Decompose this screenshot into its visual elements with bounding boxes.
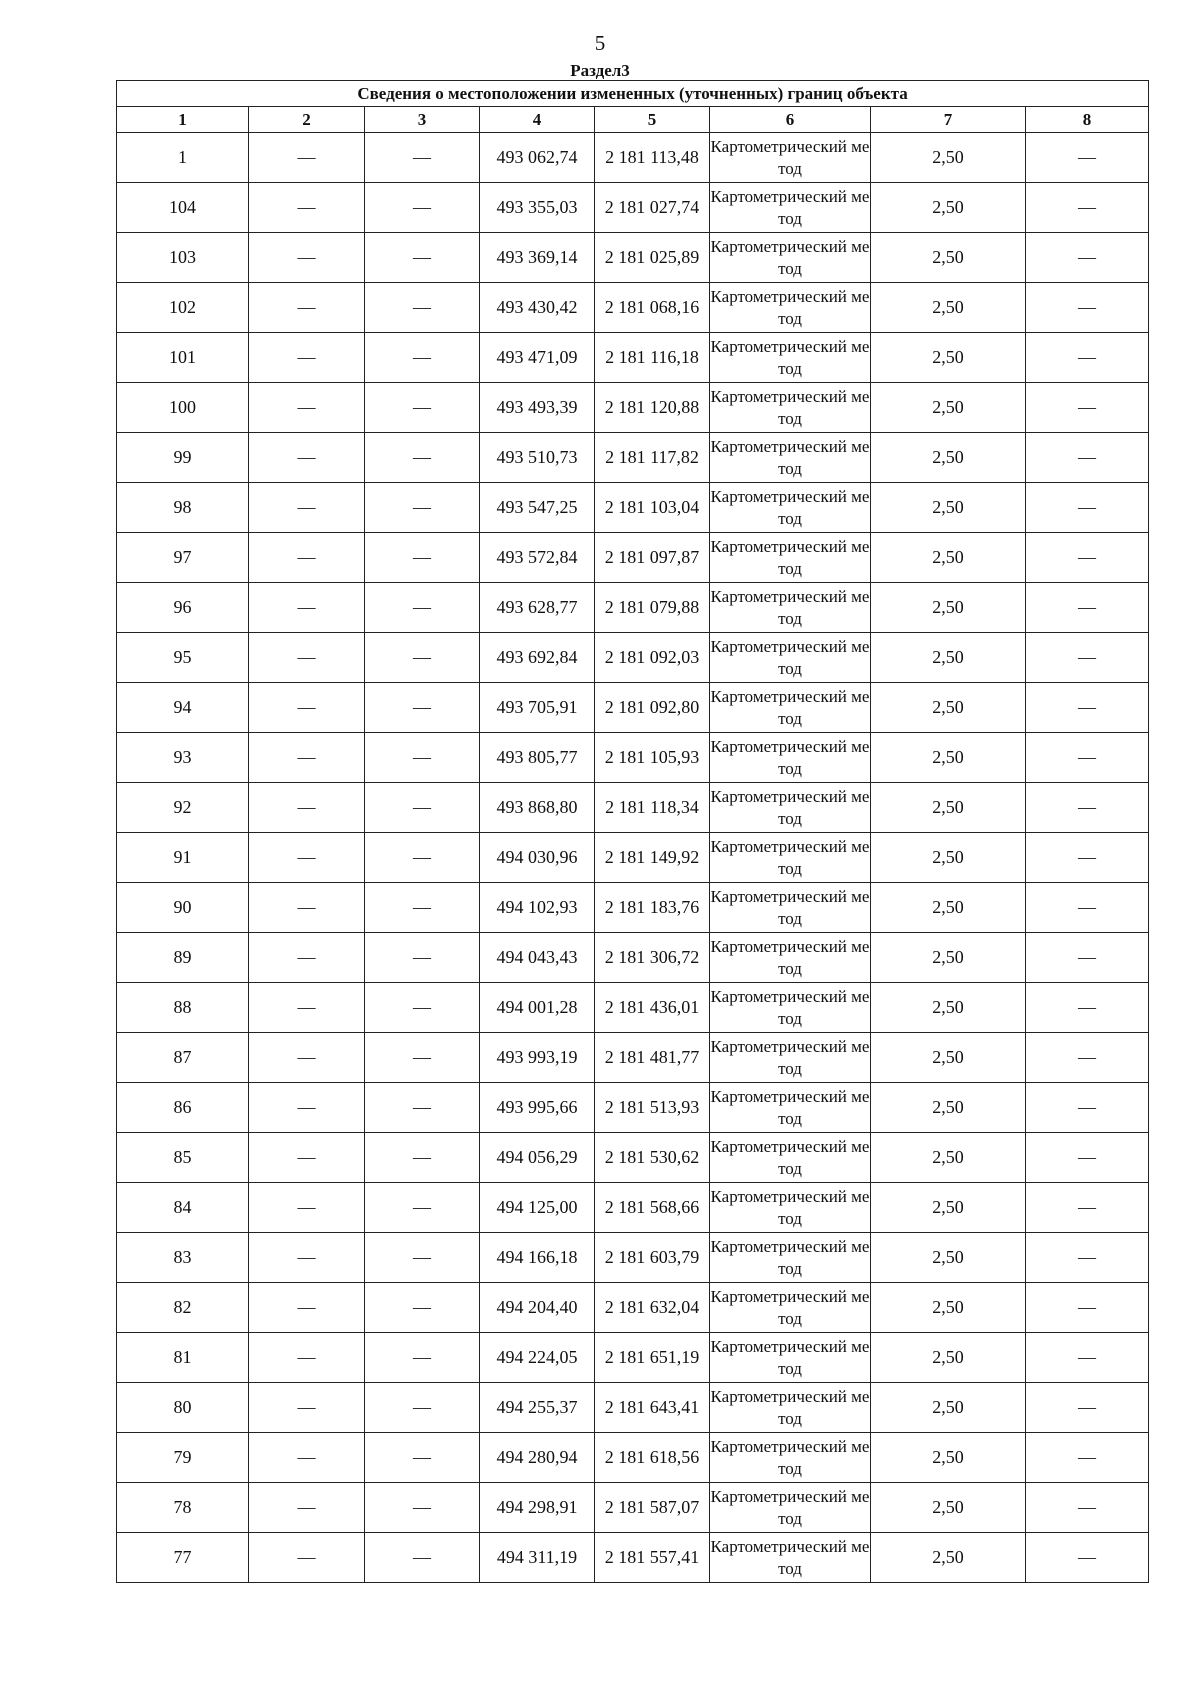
method-cell: Картометрический метод (710, 333, 871, 383)
coordinate-y-cell: 2 181 027,74 (595, 183, 710, 233)
empty-dash-cell: — (249, 483, 365, 533)
coordinate-y-cell: 2 181 557,41 (595, 1533, 710, 1583)
coordinate-y-cell: 2 181 568,66 (595, 1183, 710, 1233)
method-cell: Картометрический метод (710, 933, 871, 983)
accuracy-cell: 2,50 (871, 1083, 1026, 1133)
accuracy-cell: 2,50 (871, 433, 1026, 483)
coordinate-y-cell: 2 181 603,79 (595, 1233, 710, 1283)
empty-dash-cell: — (365, 983, 480, 1033)
table-row (117, 383, 1149, 433)
coordinate-x-cell: 494 030,96 (480, 833, 595, 883)
coordinate-x-cell: 493 692,84 (480, 633, 595, 683)
empty-dash-cell: — (1026, 733, 1149, 783)
table-row (117, 1533, 1149, 1583)
coordinate-x-cell: 494 311,19 (480, 1533, 595, 1583)
empty-dash-cell: — (365, 883, 480, 933)
point-number-cell: 87 (117, 1033, 249, 1083)
empty-dash-cell: — (365, 833, 480, 883)
accuracy-cell: 2,50 (871, 1333, 1026, 1383)
empty-dash-cell: — (365, 433, 480, 483)
empty-dash-cell: — (1026, 1133, 1149, 1183)
table-row (117, 1133, 1149, 1183)
coordinate-y-cell: 2 181 117,82 (595, 433, 710, 483)
point-number-cell: 78 (117, 1483, 249, 1533)
empty-dash-cell: — (249, 1533, 365, 1583)
method-cell: Картометрический метод (710, 883, 871, 933)
coordinate-y-cell: 2 181 103,04 (595, 483, 710, 533)
empty-dash-cell: — (365, 533, 480, 583)
boundary-coordinates-table (116, 80, 1149, 1583)
method-cell: Картометрический метод (710, 283, 871, 333)
table-row (117, 783, 1149, 833)
coordinate-y-cell: 2 181 097,87 (595, 533, 710, 583)
coordinate-x-cell: 494 125,00 (480, 1183, 595, 1233)
empty-dash-cell: — (1026, 1533, 1149, 1583)
point-number-cell: 90 (117, 883, 249, 933)
method-cell: Картометрический метод (710, 1083, 871, 1133)
coordinate-y-cell: 2 181 481,77 (595, 1033, 710, 1083)
accuracy-cell: 2,50 (871, 683, 1026, 733)
empty-dash-cell: — (365, 1233, 480, 1283)
empty-dash-cell: — (249, 433, 365, 483)
empty-dash-cell: — (365, 1283, 480, 1333)
empty-dash-cell: — (365, 1483, 480, 1533)
accuracy-cell: 2,50 (871, 1433, 1026, 1483)
empty-dash-cell: — (365, 1183, 480, 1233)
coordinate-y-cell: 2 181 183,76 (595, 883, 710, 933)
empty-dash-cell: — (365, 1083, 480, 1133)
accuracy-cell: 2,50 (871, 333, 1026, 383)
accuracy-cell: 2,50 (871, 233, 1026, 283)
table-row (117, 533, 1149, 583)
empty-dash-cell: — (249, 783, 365, 833)
method-cell: Картометрический метод (710, 1383, 871, 1433)
accuracy-cell: 2,50 (871, 533, 1026, 583)
coordinate-y-cell: 2 181 118,34 (595, 783, 710, 833)
accuracy-cell: 2,50 (871, 483, 1026, 533)
empty-dash-cell: — (249, 1483, 365, 1533)
coordinate-y-cell: 2 181 643,41 (595, 1383, 710, 1433)
empty-dash-cell: — (1026, 1033, 1149, 1083)
empty-dash-cell: — (365, 1033, 480, 1083)
empty-dash-cell: — (1026, 1483, 1149, 1533)
empty-dash-cell: — (1026, 783, 1149, 833)
empty-dash-cell: — (365, 583, 480, 633)
coordinate-y-cell: 2 181 306,72 (595, 933, 710, 983)
empty-dash-cell: — (365, 333, 480, 383)
empty-dash-cell: — (1026, 833, 1149, 883)
accuracy-cell: 2,50 (871, 783, 1026, 833)
column-number: 8 (1026, 107, 1149, 133)
point-number-cell: 101 (117, 333, 249, 383)
table-row (117, 1083, 1149, 1133)
coordinate-y-cell: 2 181 092,80 (595, 683, 710, 733)
empty-dash-cell: — (365, 483, 480, 533)
coordinate-x-cell: 493 493,39 (480, 383, 595, 433)
method-cell: Картометрический метод (710, 583, 871, 633)
method-cell: Картометрический метод (710, 1533, 871, 1583)
empty-dash-cell: — (1026, 1233, 1149, 1283)
coordinate-x-cell: 494 166,18 (480, 1233, 595, 1283)
point-number-cell: 92 (117, 783, 249, 833)
empty-dash-cell: — (249, 833, 365, 883)
table-row (117, 433, 1149, 483)
coordinate-x-cell: 493 705,91 (480, 683, 595, 733)
column-number-row (117, 107, 1149, 133)
point-number-cell: 89 (117, 933, 249, 983)
method-cell: Картометрический метод (710, 233, 871, 283)
empty-dash-cell: — (365, 683, 480, 733)
coordinate-x-cell: 493 471,09 (480, 333, 595, 383)
coordinate-x-cell: 493 993,19 (480, 1033, 595, 1083)
table-body (117, 133, 1149, 1583)
coordinate-y-cell: 2 181 105,93 (595, 733, 710, 783)
empty-dash-cell: — (249, 883, 365, 933)
point-number-cell: 85 (117, 1133, 249, 1183)
table-caption: Сведения о местоположении измененных (уточненных) границ объекта (117, 81, 1149, 107)
empty-dash-cell: — (1026, 933, 1149, 983)
method-cell: Картометрический метод (710, 683, 871, 733)
coordinate-y-cell: 2 181 025,89 (595, 233, 710, 283)
empty-dash-cell: — (249, 683, 365, 733)
method-cell: Картометрический метод (710, 733, 871, 783)
coordinate-x-cell: 493 062,74 (480, 133, 595, 183)
empty-dash-cell: — (249, 383, 365, 433)
point-number-cell: 77 (117, 1533, 249, 1583)
coordinate-x-cell: 493 868,80 (480, 783, 595, 833)
coordinate-y-cell: 2 181 436,01 (595, 983, 710, 1033)
coordinate-x-cell: 493 995,66 (480, 1083, 595, 1133)
accuracy-cell: 2,50 (871, 1383, 1026, 1433)
accuracy-cell: 2,50 (871, 1533, 1026, 1583)
coordinate-y-cell: 2 181 513,93 (595, 1083, 710, 1133)
table-row (117, 883, 1149, 933)
point-number-cell: 81 (117, 1333, 249, 1383)
empty-dash-cell: — (249, 183, 365, 233)
method-cell: Картометрический метод (710, 1333, 871, 1383)
empty-dash-cell: — (1026, 333, 1149, 383)
section-title: Раздел3 (570, 61, 630, 80)
empty-dash-cell: — (1026, 1333, 1149, 1383)
accuracy-cell: 2,50 (871, 1183, 1026, 1233)
empty-dash-cell: — (365, 933, 480, 983)
empty-dash-cell: — (1026, 583, 1149, 633)
table-row (117, 633, 1149, 683)
empty-dash-cell: — (1026, 383, 1149, 433)
table-row (117, 1333, 1149, 1383)
coordinate-x-cell: 493 355,03 (480, 183, 595, 233)
accuracy-cell: 2,50 (871, 1283, 1026, 1333)
table-row (117, 1233, 1149, 1283)
table-row (117, 233, 1149, 283)
point-number-cell: 98 (117, 483, 249, 533)
point-number-cell: 99 (117, 433, 249, 483)
point-number-cell: 103 (117, 233, 249, 283)
method-cell: Картометрический метод (710, 1483, 871, 1533)
coordinate-y-cell: 2 181 092,03 (595, 633, 710, 683)
coordinate-x-cell: 493 572,84 (480, 533, 595, 583)
coordinate-x-cell: 494 102,93 (480, 883, 595, 933)
table-row (117, 483, 1149, 533)
accuracy-cell: 2,50 (871, 983, 1026, 1033)
empty-dash-cell: — (365, 783, 480, 833)
coordinate-x-cell: 493 430,42 (480, 283, 595, 333)
point-number-cell: 96 (117, 583, 249, 633)
column-number: 6 (710, 107, 871, 133)
accuracy-cell: 2,50 (871, 183, 1026, 233)
coordinate-x-cell: 493 547,25 (480, 483, 595, 533)
empty-dash-cell: — (1026, 633, 1149, 683)
empty-dash-cell: — (1026, 883, 1149, 933)
empty-dash-cell: — (365, 1333, 480, 1383)
accuracy-cell: 2,50 (871, 883, 1026, 933)
point-number-cell: 83 (117, 1233, 249, 1283)
empty-dash-cell: — (1026, 983, 1149, 1033)
coordinate-x-cell: 493 805,77 (480, 733, 595, 783)
table-row (117, 983, 1149, 1033)
empty-dash-cell: — (249, 633, 365, 683)
accuracy-cell: 2,50 (871, 1033, 1026, 1083)
coordinate-x-cell: 494 224,05 (480, 1333, 595, 1383)
empty-dash-cell: — (249, 1133, 365, 1183)
point-number-cell: 93 (117, 733, 249, 783)
empty-dash-cell: — (1026, 433, 1149, 483)
coordinate-y-cell: 2 181 651,19 (595, 1333, 710, 1383)
coordinate-y-cell: 2 181 587,07 (595, 1483, 710, 1533)
page-number: 5 (594, 31, 606, 55)
point-number-cell: 82 (117, 1283, 249, 1333)
empty-dash-cell: — (1026, 683, 1149, 733)
method-cell: Картометрический метод (710, 383, 871, 433)
empty-dash-cell: — (1026, 483, 1149, 533)
coordinate-x-cell: 493 369,14 (480, 233, 595, 283)
accuracy-cell: 2,50 (871, 383, 1026, 433)
empty-dash-cell: — (249, 983, 365, 1033)
empty-dash-cell: — (1026, 1183, 1149, 1233)
accuracy-cell: 2,50 (871, 933, 1026, 983)
empty-dash-cell: — (365, 1533, 480, 1583)
accuracy-cell: 2,50 (871, 1233, 1026, 1283)
empty-dash-cell: — (249, 233, 365, 283)
coordinate-y-cell: 2 181 632,04 (595, 1283, 710, 1333)
method-cell: Картометрический метод (710, 833, 871, 883)
table-row (117, 1033, 1149, 1083)
coordinate-x-cell: 494 043,43 (480, 933, 595, 983)
empty-dash-cell: — (249, 1433, 365, 1483)
accuracy-cell: 2,50 (871, 633, 1026, 683)
empty-dash-cell: — (249, 1383, 365, 1433)
method-cell: Картометрический метод (710, 1133, 871, 1183)
coordinate-x-cell: 494 255,37 (480, 1383, 595, 1433)
method-cell: Картометрический метод (710, 533, 871, 583)
method-cell: Картометрический метод (710, 1433, 871, 1483)
point-number-cell: 104 (117, 183, 249, 233)
point-number-cell: 88 (117, 983, 249, 1033)
empty-dash-cell: — (365, 133, 480, 183)
point-number-cell: 102 (117, 283, 249, 333)
empty-dash-cell: — (1026, 1383, 1149, 1433)
coordinate-y-cell: 2 181 149,92 (595, 833, 710, 883)
table-row (117, 1433, 1149, 1483)
method-cell: Картометрический метод (710, 1033, 871, 1083)
accuracy-cell: 2,50 (871, 133, 1026, 183)
accuracy-cell: 2,50 (871, 283, 1026, 333)
table-row (117, 283, 1149, 333)
table-row (117, 1283, 1149, 1333)
column-number: 5 (595, 107, 710, 133)
point-number-cell: 95 (117, 633, 249, 683)
empty-dash-cell: — (365, 1133, 480, 1183)
table-row (117, 1483, 1149, 1533)
table-row (117, 1183, 1149, 1233)
table-caption-row (117, 81, 1149, 107)
empty-dash-cell: — (1026, 233, 1149, 283)
method-cell: Картометрический метод (710, 483, 871, 533)
empty-dash-cell: — (365, 633, 480, 683)
coordinate-x-cell: 494 298,91 (480, 1483, 595, 1533)
table-row (117, 183, 1149, 233)
table-row (117, 733, 1149, 783)
coordinate-y-cell: 2 181 113,48 (595, 133, 710, 183)
coordinate-x-cell: 494 280,94 (480, 1433, 595, 1483)
empty-dash-cell: — (1026, 1283, 1149, 1333)
coordinate-y-cell: 2 181 068,16 (595, 283, 710, 333)
coordinate-x-cell: 493 628,77 (480, 583, 595, 633)
point-number-cell: 1 (117, 133, 249, 183)
method-cell: Картометрический метод (710, 433, 871, 483)
empty-dash-cell: — (1026, 283, 1149, 333)
point-number-cell: 80 (117, 1383, 249, 1433)
table-row (117, 683, 1149, 733)
accuracy-cell: 2,50 (871, 583, 1026, 633)
table-row (117, 583, 1149, 633)
method-cell: Картометрический метод (710, 1283, 871, 1333)
coordinate-y-cell: 2 181 116,18 (595, 333, 710, 383)
table-row (117, 1383, 1149, 1433)
empty-dash-cell: — (365, 383, 480, 433)
accuracy-cell: 2,50 (871, 833, 1026, 883)
method-cell: Картометрический метод (710, 1183, 871, 1233)
empty-dash-cell: — (249, 933, 365, 983)
empty-dash-cell: — (249, 1283, 365, 1333)
empty-dash-cell: — (249, 1333, 365, 1383)
empty-dash-cell: — (365, 1383, 480, 1433)
method-cell: Картометрический метод (710, 183, 871, 233)
table-row (117, 833, 1149, 883)
empty-dash-cell: — (1026, 1083, 1149, 1133)
table-row (117, 133, 1149, 183)
empty-dash-cell: — (249, 1083, 365, 1133)
empty-dash-cell: — (249, 733, 365, 783)
empty-dash-cell: — (249, 533, 365, 583)
column-number: 2 (249, 107, 365, 133)
empty-dash-cell: — (365, 1433, 480, 1483)
column-number: 4 (480, 107, 595, 133)
point-number-cell: 97 (117, 533, 249, 583)
table-row (117, 933, 1149, 983)
empty-dash-cell: — (1026, 133, 1149, 183)
coordinate-x-cell: 494 001,28 (480, 983, 595, 1033)
empty-dash-cell: — (249, 333, 365, 383)
method-cell: Картометрический метод (710, 783, 871, 833)
method-cell: Картометрический метод (710, 133, 871, 183)
empty-dash-cell: — (365, 183, 480, 233)
point-number-cell: 91 (117, 833, 249, 883)
table-row (117, 333, 1149, 383)
empty-dash-cell: — (1026, 1433, 1149, 1483)
empty-dash-cell: — (365, 733, 480, 783)
method-cell: Картометрический метод (710, 983, 871, 1033)
coordinate-x-cell: 494 204,40 (480, 1283, 595, 1333)
empty-dash-cell: — (1026, 533, 1149, 583)
accuracy-cell: 2,50 (871, 1133, 1026, 1183)
point-number-cell: 100 (117, 383, 249, 433)
coordinate-y-cell: 2 181 530,62 (595, 1133, 710, 1183)
empty-dash-cell: — (365, 283, 480, 333)
empty-dash-cell: — (249, 1183, 365, 1233)
coordinate-y-cell: 2 181 079,88 (595, 583, 710, 633)
empty-dash-cell: — (249, 583, 365, 633)
point-number-cell: 94 (117, 683, 249, 733)
empty-dash-cell: — (249, 1033, 365, 1083)
method-cell: Картометрический метод (710, 1233, 871, 1283)
accuracy-cell: 2,50 (871, 1483, 1026, 1533)
method-cell: Картометрический метод (710, 633, 871, 683)
coordinate-y-cell: 2 181 120,88 (595, 383, 710, 433)
empty-dash-cell: — (249, 1233, 365, 1283)
accuracy-cell: 2,50 (871, 733, 1026, 783)
column-number: 1 (117, 107, 249, 133)
coordinate-x-cell: 493 510,73 (480, 433, 595, 483)
coordinate-y-cell: 2 181 618,56 (595, 1433, 710, 1483)
empty-dash-cell: — (1026, 183, 1149, 233)
point-number-cell: 79 (117, 1433, 249, 1483)
empty-dash-cell: — (249, 133, 365, 183)
coordinate-x-cell: 494 056,29 (480, 1133, 595, 1183)
column-number: 3 (365, 107, 480, 133)
point-number-cell: 86 (117, 1083, 249, 1133)
empty-dash-cell: — (365, 233, 480, 283)
column-number: 7 (871, 107, 1026, 133)
empty-dash-cell: — (249, 283, 365, 333)
point-number-cell: 84 (117, 1183, 249, 1233)
